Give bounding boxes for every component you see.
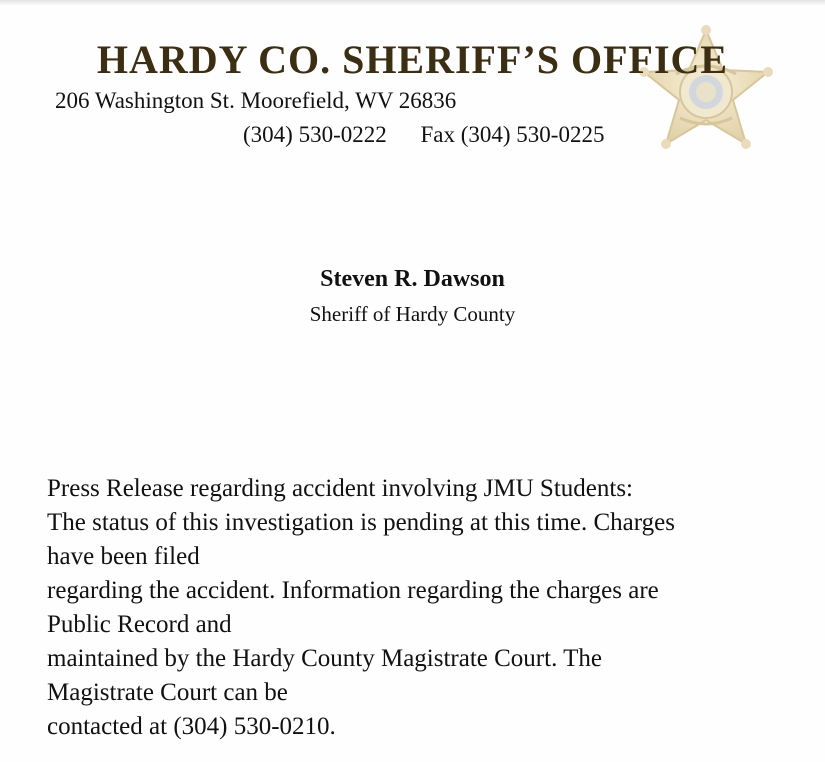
- press-release-body: [47, 472, 675, 744]
- office-name: HARDY CO. SHERIFF’S OFFICE: [96, 37, 729, 82]
- press-release-line: Magistrate Court can be: [47, 679, 288, 706]
- top-edge-shadow: [0, 0, 825, 6]
- sheriff-title: Sheriff of Hardy County: [309, 302, 516, 326]
- press-release-line: contacted at (304) 530-0210.: [47, 713, 336, 740]
- office-address: 206 Washington St. Moorefield, WV 26836: [55, 88, 457, 113]
- fax-number: Fax (304) 530-0225: [420, 122, 605, 147]
- phone-number: (304) 530-0222: [243, 122, 387, 147]
- press-release-line: maintained by the Hardy County Magistrate Court. The: [47, 645, 602, 672]
- press-release-line: Press Release regarding accident involving JMU Students:: [47, 475, 633, 502]
- press-release-line: The status of this investigation is pending at this time. Charges: [47, 509, 675, 536]
- press-release-line: Public Record and: [47, 611, 232, 638]
- press-release-line: have been filed: [47, 543, 200, 570]
- contact-numbers: [243, 122, 604, 148]
- press-release-line: regarding the accident. Information regarding the charges are: [47, 577, 659, 604]
- sheriff-name: Steven R. Dawson: [320, 266, 505, 292]
